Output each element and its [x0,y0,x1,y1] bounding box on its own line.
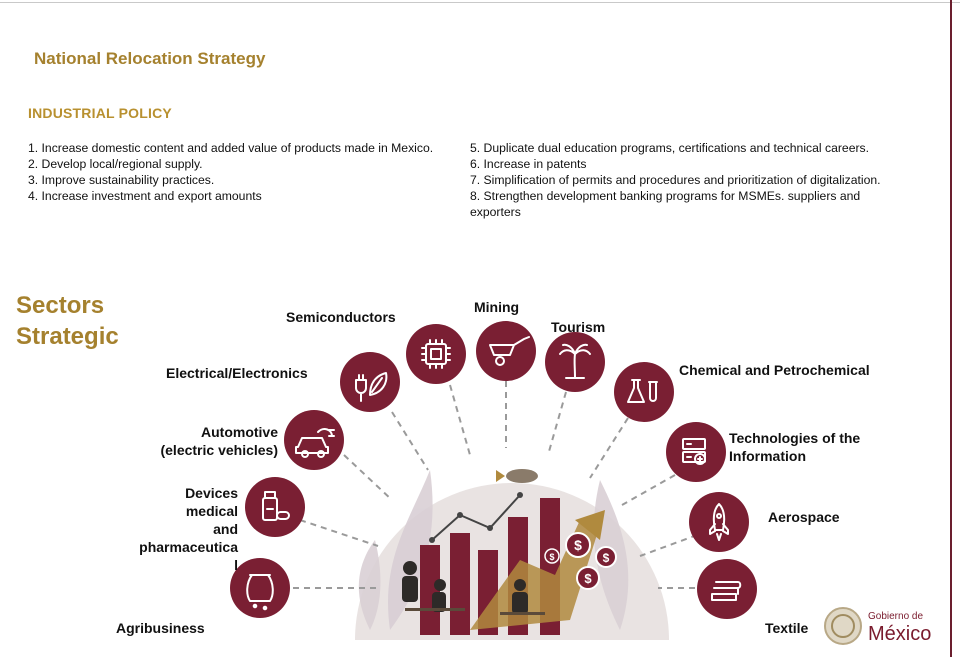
label-automotive [110,423,278,459]
policy-item: 7. Simplification of permits and procedures and prioritization of digitalization. [470,173,881,187]
label-mining: Mining [474,299,520,315]
label-devices-line: medical [185,503,238,519]
palm-tree-icon [545,332,605,392]
medicine-icon [245,477,305,537]
label-automotive-line: Automotive [201,424,278,440]
policy-item: 4. Increase investment and export amounts [28,189,262,203]
gobierno-logo [868,611,931,645]
svg-text:$: $ [574,537,582,553]
chip-icon [406,324,466,384]
label-agribusiness: Agribusiness [116,620,205,636]
wheelbarrow-icon [476,321,536,381]
label-it [729,429,860,465]
label-it-line: Technologies of the [729,430,861,446]
policy-item: 2. Develop local/regional supply. [28,157,203,171]
logo-line-small: Gobierno de [868,611,924,622]
label-aerospace: Aerospace [768,509,840,525]
label-it-line: Information [729,448,806,464]
logo-seal [825,608,861,644]
label-devices-line: and [213,521,238,537]
sectors-heading-line: Sectors [16,292,105,319]
label-textile: Textile [765,620,809,636]
fabric-icon [697,559,757,619]
svg-text:$: $ [584,571,592,586]
svg-text:$: $ [602,551,610,565]
electric-car-icon [284,410,344,470]
policy-item: 8. Strengthen development banking programs for MSMEs. suppliers and exporters [470,189,861,219]
rocket-icon [689,492,749,552]
logo-line-big: México [868,623,932,645]
label-devices-line: Devices [185,485,238,501]
sectors-heading-line: Strategic [16,323,119,350]
sack-icon [230,558,290,618]
policy-item: 3. Improve sustainability practices. [28,173,215,187]
label-devices [120,484,238,574]
policy-item: 5. Duplicate dual education programs, certifications and technical careers. [470,141,870,155]
label-chemical: Chemical and Petrochemical [679,362,870,378]
label-automotive-line: (electric vehicles) [160,442,278,458]
section-subtitle: INDUSTRIAL POLICY [28,105,172,121]
policy-item: 6. Increase in patents [470,157,587,171]
plug-leaf-icon [340,352,400,412]
label-devices-line: l [234,557,238,573]
policy-item: 1. Increase domestic content and added value of products made in Mexico. [28,141,434,155]
label-semiconductors: Semiconductors [286,309,396,325]
label-electrical: Electrical/Electronics [166,365,308,381]
page-title: National Relocation Strategy [34,49,266,68]
label-tourism: Tourism [551,319,606,335]
server-icon [666,422,726,482]
label-devices-line: pharmaceutica [139,539,238,555]
svg-text:$: $ [549,552,555,562]
flask-icon [614,362,674,422]
